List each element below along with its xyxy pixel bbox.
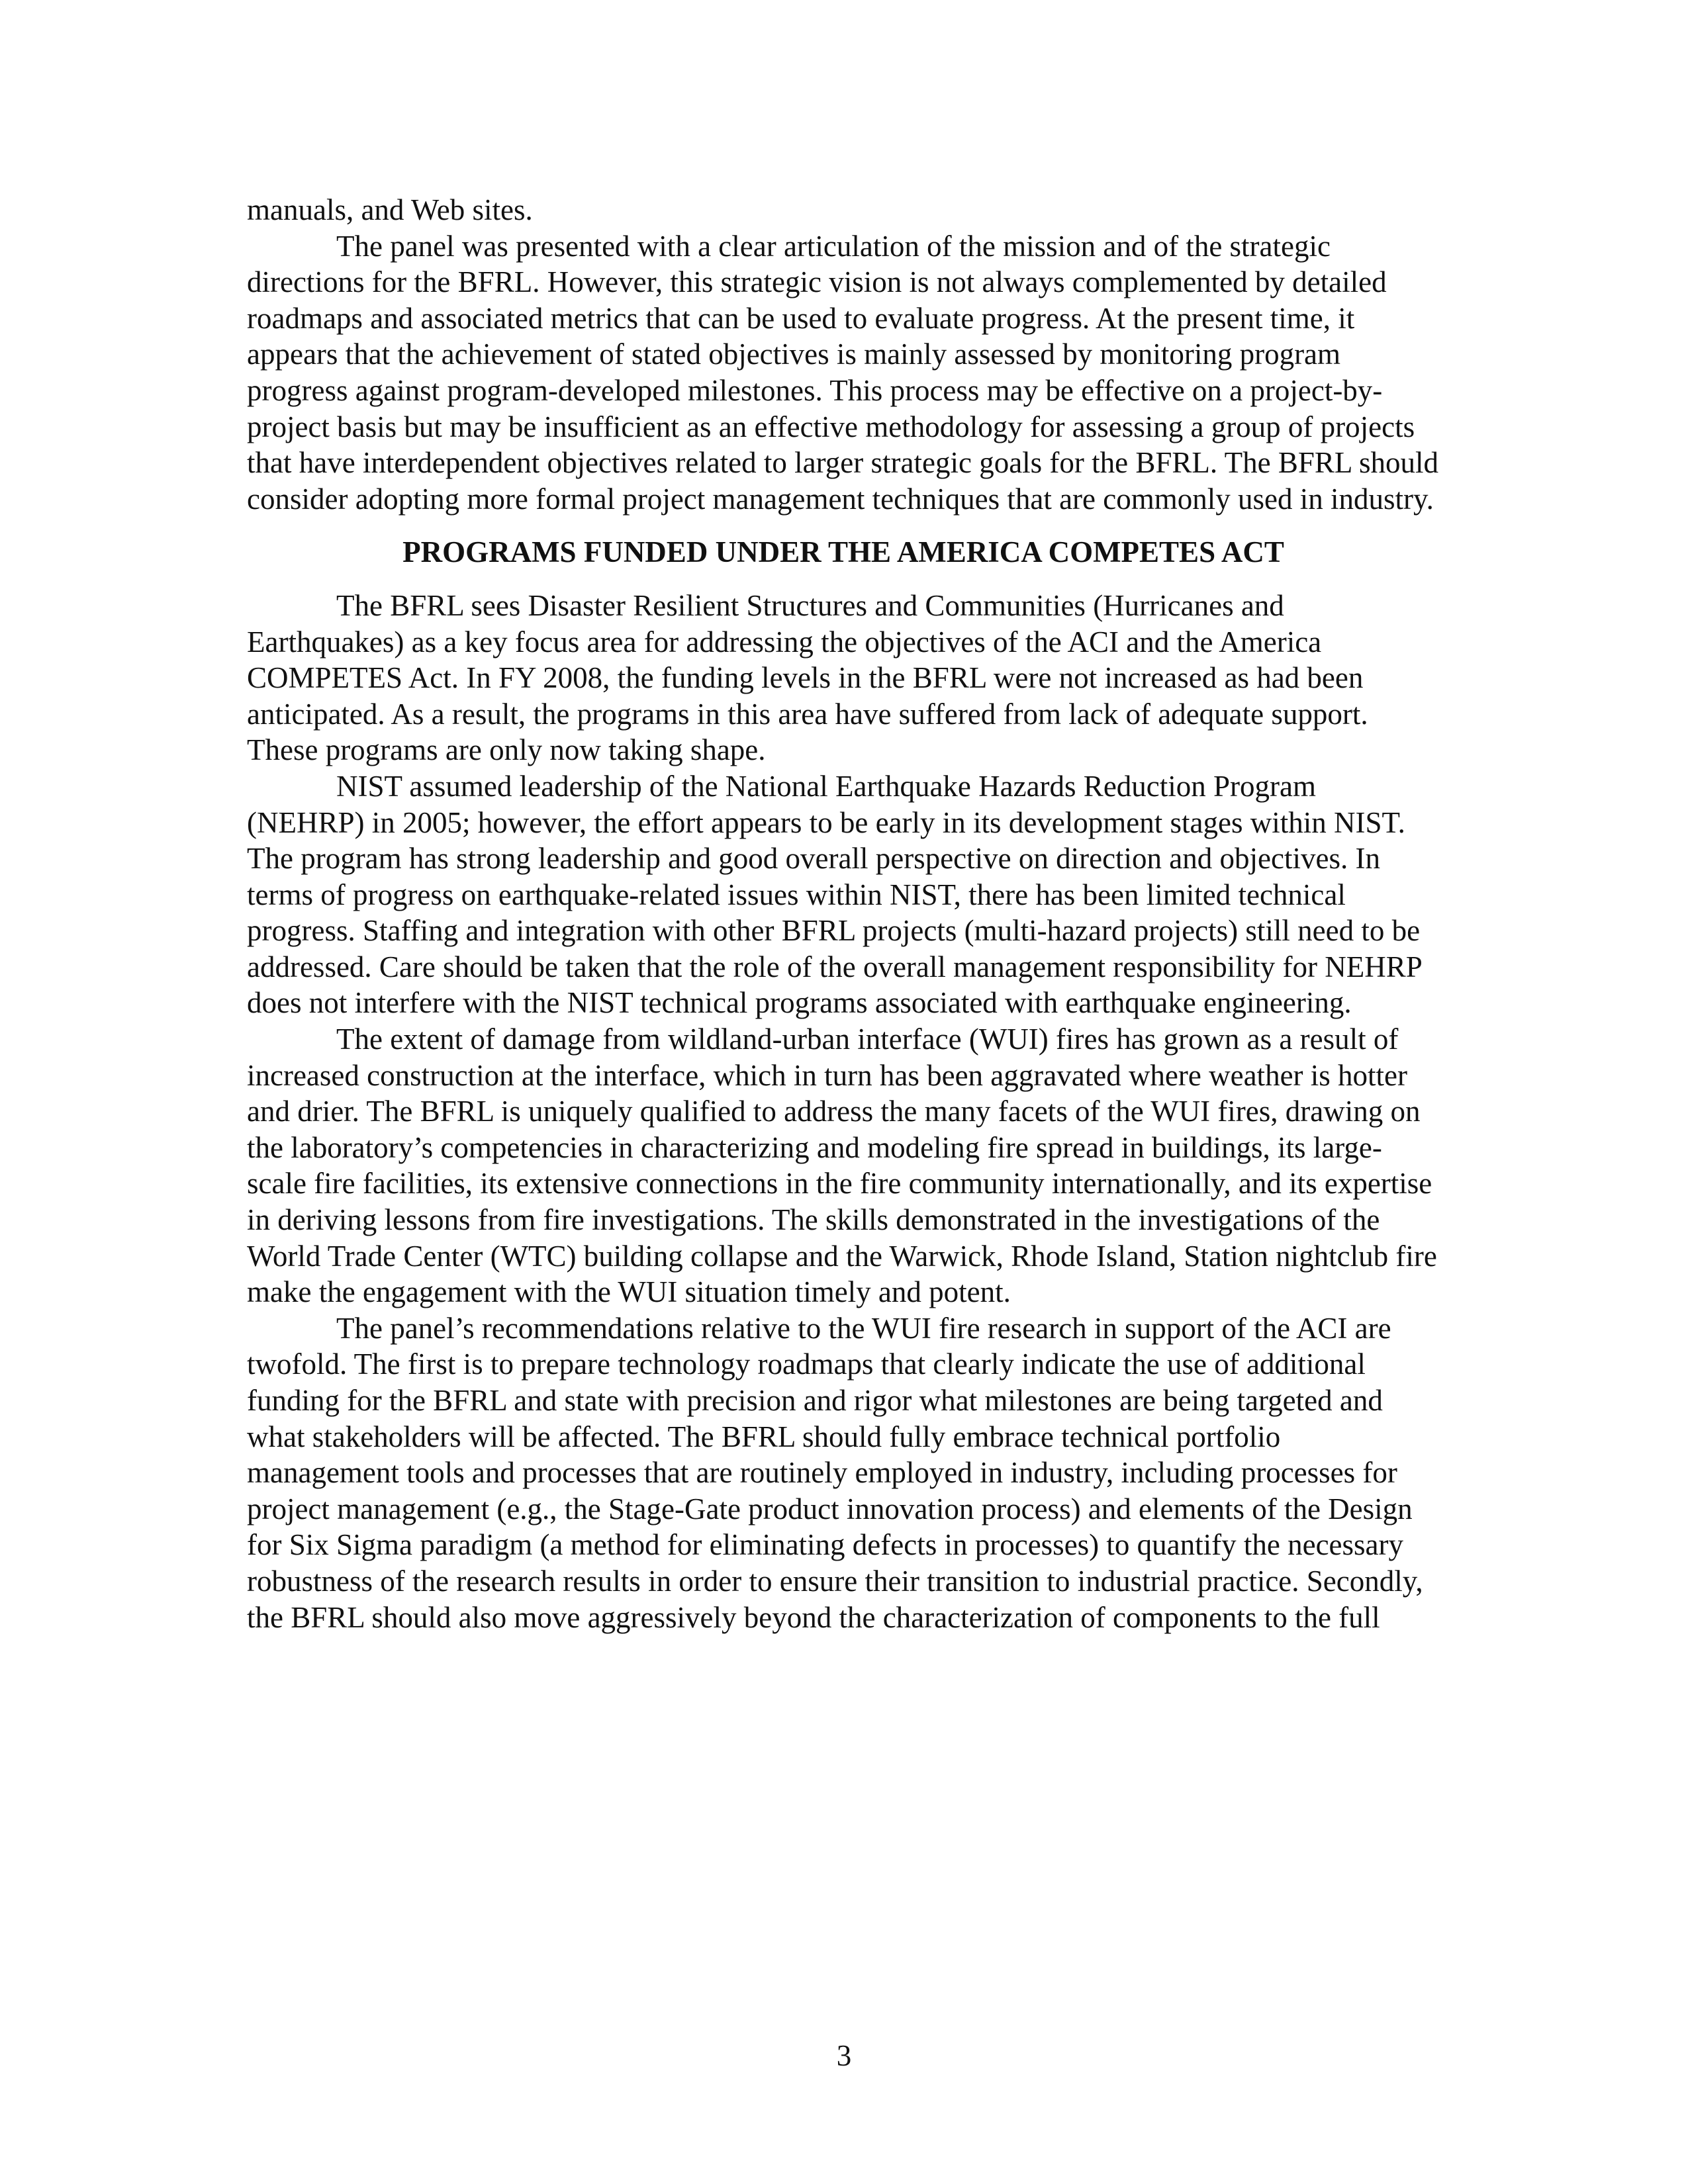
paragraph-disaster-resilient: The BFRL sees Disaster Resilient Structures and Communities (Hurricanes and Earthquakes) as a key focus area for addressing the objectives of the ACI and the America COMPETES Act. In FY 2008, the funding levels in the BFRL were not increased as had been anticipated. As a result, the programs in this area have suffered from lack of adequate support. These programs are only now taking shape. xyxy=(247,588,1368,767)
paragraph-recommendations: The panel’s recommendations relative to the WUI fire research in support of the ACI are twofold. The first is to prepare technology roadmaps that clearly indicate the use of additional funding for the BFRL and state with precision and rigor what milestones are being targeted and what stakeholders will be affected. The BFRL should fully embrace technical portfolio management tools and processes that are routinely employed in industry, including processes for project management (e.g., the Stage-Gate product innovation process) and elements of the Design for Six Sigma paradigm (a method for eliminating defects in processes) to quantify the necessary robustness of the research results in order to ensure their transition to industrial practice. Secondly, the BFRL should also move aggressively beyond the characterization of components to the full xyxy=(247,1311,1423,1634)
paragraph-nehrp: NIST assumed leadership of the National Earthquake Hazards Reduction Program (NEHRP) in 2005; however, the effort appears to be early in its development stages within NIST. The program has strong leadership and good overall perspective on direction and objectives. In terms of progress on earthquake-related issues within NIST, there has been limited technical progress. Staffing and integration with other BFRL projects (multi-hazard projects) still need to be addressed. Care should be taken that the role of the overall management responsibility for NEHRP does not interfere with the NIST technical programs associated with earthquake engineering. xyxy=(247,769,1422,1020)
paragraph-wui-fires: The extent of damage from wildland-urban interface (WUI) fires has grown as a result of increased construction at the interface, which in turn has been aggravated where weather is hotter and drier. The BFRL is uniquely qualified to address the many facets of the WUI fires, drawing on the laboratory’s competencies in characterizing and modeling fire spread in buildings, its large-scale fire facilities, its extensive connections in the fire community internationally, and its expertise in deriving lessons from fire investigations. The skills demonstrated in the investigations of the World Trade Center (WTC) building collapse and the Warwick, Rhode Island, Station nightclub fire make the engagement with the WUI situation timely and potent. xyxy=(247,1023,1437,1309)
paragraph-continuation: manuals, and Web sites. xyxy=(247,193,533,226)
section-heading: PROGRAMS FUNDED UNDER THE AMERICA COMPETES ACT xyxy=(402,535,1284,569)
page-number: 3 xyxy=(836,2039,852,2072)
document-page xyxy=(247,192,1440,1635)
paragraph-strategic-vision: The panel was presented with a clear articulation of the mission and of the strategic directions for the BFRL. However, this strategic vision is not always complemented by detailed roadmaps and associated metrics that can be used to evaluate progress. At the present time, it appears that the achievement of stated objectives is mainly assessed by monitoring program progress against program-developed milestones. This process may be effective on a project-by-project basis but may be insufficient as an effective methodology for assessing a group of projects that have interdependent objectives related to larger strategic goals for the BFRL. The BFRL should consider adopting more formal project management techniques that are commonly used in industry. xyxy=(247,229,1438,516)
